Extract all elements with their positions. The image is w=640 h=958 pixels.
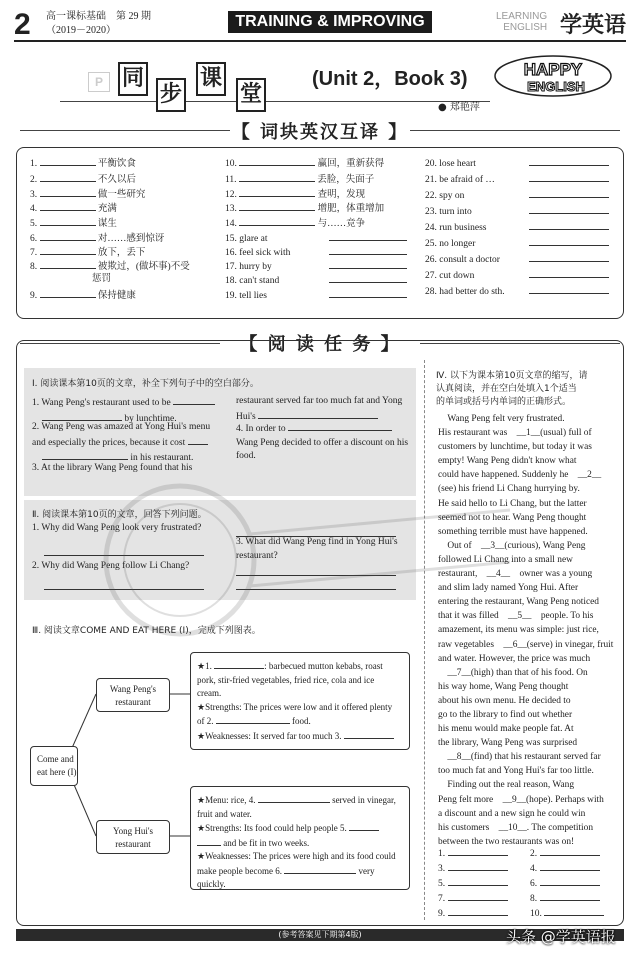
s1-item-3-cont: restaurant served far too much fat and Yong Hui's [236, 396, 403, 422]
passage-line: between the two restaurants was on! [438, 836, 575, 847]
passage-line: his way home, Wang Peng thought [438, 681, 569, 692]
answer-blank[interactable] [448, 891, 508, 901]
answer-slot: 8. [530, 891, 600, 906]
vocab-item: 28. had better do sth. [425, 284, 609, 299]
answer-slot: 3. [438, 861, 508, 876]
vocab-item: 11. 丢脸，失面子 [225, 172, 374, 187]
paper-year: （2019－2020） [46, 25, 116, 36]
s1-item-2: 2. Wang Peng was amazed at Yong Hui's menu and especially the prices, because it cost in his restaurant. [32, 422, 211, 464]
column-divider [424, 360, 425, 920]
passage-line: that it was filled __5__ people. To his [438, 611, 594, 622]
answer-blank[interactable] [40, 216, 96, 226]
answer-blank[interactable] [40, 172, 96, 182]
vocab-item: 惩罚 [92, 274, 112, 284]
answer-blank[interactable] [529, 188, 609, 198]
passage-line: He said hello to Li Chang, but the latter [438, 498, 587, 509]
passage-line: his customers __10__. The competition [438, 822, 594, 833]
answer-blank[interactable] [529, 172, 609, 182]
vocab-item: 24. run business [425, 220, 609, 235]
passage-line: seemed not to hear. Wang Peng thought [438, 512, 587, 523]
answer-blank[interactable] [529, 220, 609, 230]
page-number: 2 [14, 8, 31, 41]
author: ● 郑艳萍 [438, 102, 480, 113]
section-2-title: Ⅱ. 阅读课本第10页的文章，回答下列问题。 [32, 510, 207, 520]
passage-line: __7__(high) than that of his food. On [438, 667, 588, 678]
answer-blank[interactable] [448, 861, 508, 871]
reading-heading: 【 阅 读 任 务 】 [239, 334, 401, 355]
passage-line: raw vegetables __6__(serve) in vinegar, fruit [438, 639, 614, 650]
answer-blank[interactable] [284, 864, 356, 874]
vocab-item: 1. 平衡饮食 [30, 156, 136, 171]
passage-line: the library, Wang Peng was surprised [438, 738, 578, 749]
answer-blank[interactable] [448, 846, 508, 856]
answer-blank[interactable] [40, 201, 96, 211]
section-1-title: Ⅰ. 阅读课本第10页的文章，补全下列句子中的空白部分。 [32, 379, 259, 389]
answer-blank[interactable] [544, 906, 604, 916]
answer-blank[interactable] [239, 216, 315, 226]
answer-line[interactable] [236, 566, 396, 576]
passage-line: restaurant, __4__ owner was a young [438, 569, 593, 580]
brand-logo-cn: 学英语 [560, 12, 627, 38]
passage-line: amazement, its menu was simple: just rice, [438, 625, 599, 636]
vocab-item: 23. turn into [425, 204, 609, 219]
answer-blank[interactable] [40, 231, 96, 241]
answer-blank[interactable] [188, 435, 208, 445]
answer-blank[interactable] [40, 288, 96, 298]
answer-blank[interactable] [42, 411, 122, 421]
answer-blank[interactable] [40, 259, 96, 269]
passage-line: too much fat and Yong Hui's far too little. [438, 766, 594, 777]
passage-line: Finding out the real reason, Wang [438, 780, 575, 791]
passage-line: a discount and a new sign he could win [438, 808, 586, 819]
answer-blank[interactable] [448, 906, 508, 916]
yh-detail-box: ★Menu: rice, 4. served in vinegar, fruit and water. ★Strengths: Its food could help people 5. and be fit in two weeks. ★Weaknesses: The prices were high and its food could make people become 6. very quickly. [190, 786, 410, 890]
happy-english-logo [492, 52, 614, 100]
answer-blank[interactable] [288, 421, 392, 431]
answer-slot: 4. [530, 861, 600, 876]
passage-line: and slim lady named Yong Hui. After [438, 583, 579, 594]
vocab-item: 20. lose heart [425, 156, 609, 171]
passage-line: Wang Peng felt very frustrated. [438, 414, 565, 424]
passage-line: Out of __3__(curious), Wang Peng [438, 540, 586, 551]
brand-text [496, 11, 547, 33]
answer-blank[interactable] [344, 729, 394, 739]
answer-slot: 2. [530, 846, 600, 861]
answer-blank[interactable] [349, 821, 379, 831]
ppt-icon: P [88, 72, 110, 92]
answer-blank[interactable] [42, 450, 128, 460]
answer-blank[interactable] [529, 204, 609, 214]
answer-blank[interactable] [529, 252, 609, 262]
answer-blank[interactable] [40, 187, 96, 197]
answer-blank[interactable] [329, 273, 407, 283]
yh-node: Yong Hui's restaurant [96, 820, 170, 854]
answer-blank[interactable] [529, 268, 609, 278]
title-char: 堂 [236, 78, 266, 112]
passage-line: His restaurant was __1__(usual) full of [438, 428, 592, 439]
passage-line: empty! Wang Peng didn't know what [438, 456, 577, 467]
answer-blank[interactable] [540, 891, 600, 901]
passage-line: entering the restaurant, Wang Peng noticed [438, 597, 599, 608]
answer-line[interactable] [236, 580, 396, 590]
answer-blank[interactable] [216, 714, 290, 724]
section-4-title: Ⅳ. 以下为课本第10页文章的缩写，请 认真阅读，并在空白处填入1个适当 的单词或括号内单词的正确形式。 [436, 371, 588, 407]
title-char: 步 [156, 78, 186, 112]
answer-blank[interactable] [40, 245, 96, 255]
vocab-item: 13. 增肥，体重增加 [225, 201, 384, 216]
answer-blank[interactable] [329, 231, 407, 241]
answer-blank[interactable] [214, 659, 264, 669]
brand-line-2: ENGLISH [503, 22, 548, 33]
section-4-passage [438, 412, 620, 849]
passage-line: Peng felt more __9__(hope). Perhaps with [438, 794, 604, 805]
answer-blank[interactable] [529, 284, 609, 294]
vocab-item: 26. consult a doctor [425, 252, 609, 267]
answer-blank[interactable] [239, 172, 315, 182]
answer-blank[interactable] [329, 288, 407, 298]
answer-blank[interactable] [239, 156, 315, 166]
vocab-item: 4. 充满 [30, 201, 117, 216]
brand-line-1: LEARNING [496, 11, 548, 22]
passage-line: his menu would make people fat. At [438, 724, 574, 735]
passage-line: something terrible must have happened. [438, 526, 588, 537]
answer-blank[interactable] [40, 156, 96, 166]
answer-slot: 9. [438, 906, 508, 921]
vocab-item: 10. 赢回，重新获得 [225, 156, 384, 171]
answer-slot: 1. [438, 846, 508, 861]
answer-slot: 6. [530, 876, 600, 891]
answer-line[interactable] [44, 580, 204, 590]
vocab-item: 8. 被欺过，(做坏事)不受 [30, 259, 190, 274]
s2-question-2: 2. Why did Wang Peng follow Li Chang? [32, 561, 190, 571]
vocab-item: 7. 放下，丢下 [30, 245, 145, 260]
header-rule [14, 40, 626, 42]
vocab-item: 27. cut down [425, 268, 609, 283]
answer-slot: 5. [438, 876, 508, 891]
vocab-item: 21. be afraid of … [425, 172, 609, 187]
passage-line: __8__(find) that his restaurant served far [438, 752, 601, 763]
answer-blank[interactable] [540, 861, 600, 871]
answer-blank[interactable] [239, 201, 315, 211]
vocab-item: 2. 不久以后 [30, 172, 136, 187]
answer-blank[interactable] [448, 876, 508, 886]
answer-blank[interactable] [329, 245, 407, 255]
svg-text:ENGLISH: ENGLISH [527, 79, 585, 94]
answer-line[interactable] [44, 546, 204, 556]
s1-item-4: 4. In order to Wang Peng decided to offer a discount on his food. [236, 421, 412, 464]
passage-line: and water. However, the price was much [438, 653, 591, 664]
s1-item-3: 3. At the library Wang Peng found that his [32, 463, 193, 473]
passage-line: could have happened. Suddenly he __2__ [438, 470, 602, 481]
passage-line: (see) his friend Li Chang hurrying by. [438, 484, 580, 495]
issue-info [46, 10, 151, 38]
title-underline [60, 101, 490, 102]
title-char: 同 [118, 62, 148, 96]
title-char: 课 [196, 62, 226, 96]
answer-blank[interactable] [173, 395, 215, 405]
vocab-item: 9. 保持健康 [30, 288, 136, 303]
answer-blank[interactable] [239, 187, 315, 197]
vocab-item: 5. 谋生 [30, 216, 117, 231]
platform-watermark: 头条 @学英语报 [506, 928, 616, 946]
section-3-title: Ⅲ. 阅读文章COME AND EAT HERE (I)，完成下列图表。 [32, 626, 261, 636]
answer-slot: 7. [438, 891, 508, 906]
unit-title: (Unit 2，Book 3) [312, 68, 468, 90]
paper-issue: 高一课标基础 第 29 期 [46, 11, 151, 22]
vocab-item: 6. 对……感到惊讶 [30, 231, 164, 246]
answer-blank[interactable] [529, 156, 609, 166]
answer-blank[interactable] [540, 846, 600, 856]
answer-blank[interactable] [258, 793, 330, 803]
wp-node: Wang Peng's restaurant [96, 678, 170, 712]
s2-question-3: 3. What did Wang Peng find in Yong Hui's restaurant? [236, 537, 398, 561]
passage-line: followed Li Chang into a small new [438, 554, 573, 565]
vocab-item: 15. glare at [225, 231, 407, 246]
s1-item-1: 1. Wang Peng's restaurant used to be by lunchtime. [32, 395, 222, 426]
answer-blank[interactable] [529, 236, 609, 246]
passage-line: about his own menu. He decided to [438, 695, 571, 706]
answer-blank[interactable] [258, 409, 378, 419]
s2-question-1: 1. Why did Wang Peng look very frustrated? [32, 523, 202, 533]
svg-text:HAPPY: HAPPY [523, 60, 583, 79]
answer-blank[interactable] [197, 836, 221, 846]
vocab-item: 3. 做一些研究 [30, 187, 145, 202]
vocab-item: 17. hurry by [225, 259, 407, 274]
answer-blank[interactable] [329, 259, 407, 269]
wp-detail-box: ★1. : barbecued mutton kebabs, roast pork, stir-fried vegetables, fried rice, cola and ice cream. ★Strengths: The prices were low and it offered plenty of 2. food. ★Weaknesses: It served far too much 3. [190, 652, 410, 750]
passage-line: go to the library to find out whether [438, 709, 573, 720]
vocab-item: 19. tell lies [225, 288, 407, 303]
section-banner: TRAINING & IMPROVING [228, 11, 432, 33]
footer-note: (参考答案见下期第4版) [16, 929, 624, 941]
vocab-heading: 【 词块英汉互译 】 [231, 122, 409, 143]
vocab-item: 12. 查明，发现 [225, 187, 365, 202]
answer-slot: 10. [530, 906, 604, 921]
center-node: Come and eat here (I) [30, 746, 78, 786]
vocab-item: 16. feel sick with [225, 245, 407, 260]
vocab-item: 22. spy on [425, 188, 609, 203]
vocab-item: 14. 与……竞争 [225, 216, 365, 231]
passage-line: customers by lunchtime, but today it was [438, 442, 592, 453]
answer-blank[interactable] [540, 876, 600, 886]
vocab-item: 25. no longer [425, 236, 609, 251]
vocab-item: 18. can't stand [225, 273, 407, 288]
